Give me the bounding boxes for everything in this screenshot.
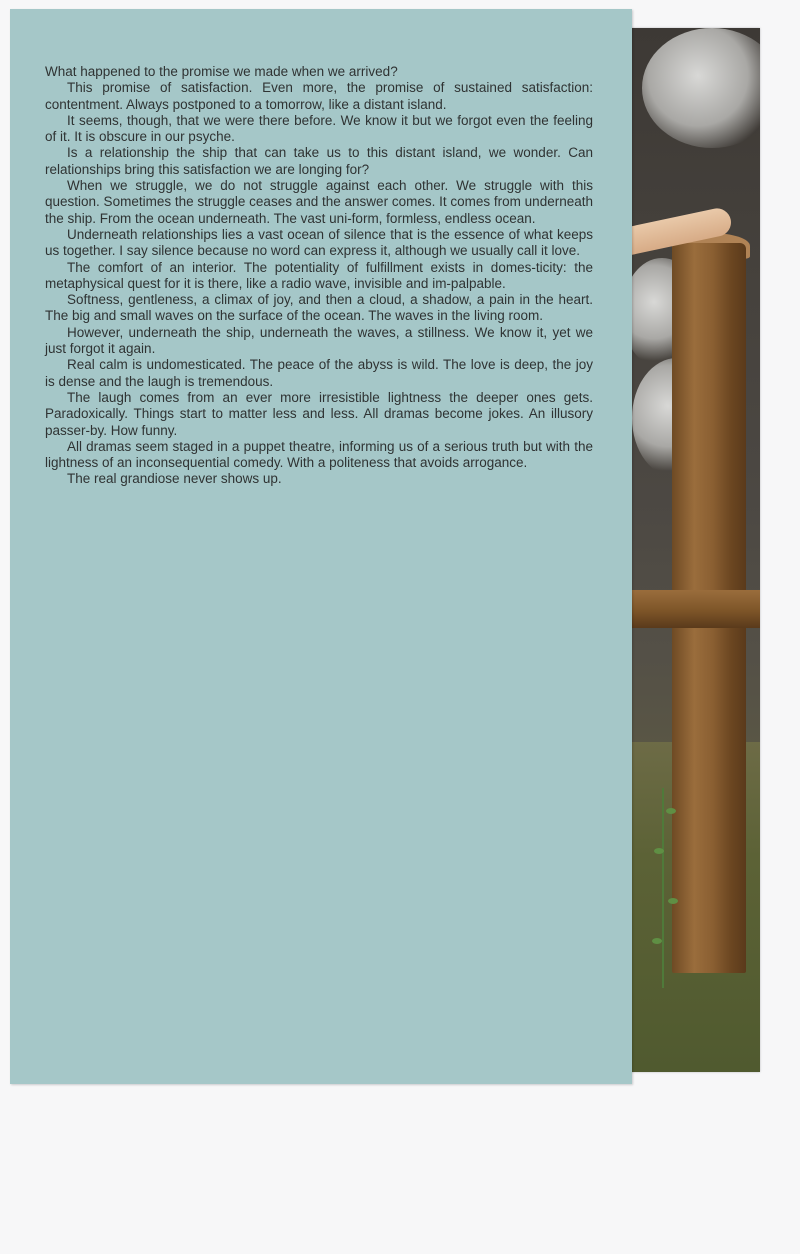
paragraph: However, underneath the ship, underneath the waves, a stillness. We know it, yet we just forgot it again. bbox=[45, 324, 593, 357]
wooden-rail bbox=[622, 590, 760, 628]
text-sheet bbox=[10, 9, 632, 1084]
cloud bbox=[642, 28, 760, 148]
paragraph: Is a relationship the ship that can take us to this distant island, we wonder. Can relationships bring this satisfaction we are longing for? bbox=[45, 145, 593, 177]
paragraph: This promise of satisfaction. Even more, the promise of sustained satisfaction: contentment. Always postponed to a tomorrow, like a distant island. bbox=[45, 80, 593, 112]
leaf bbox=[666, 808, 676, 814]
paragraph: It seems, though, that we were there before. We know it but we forgot even the feeling of it. It is obscure in our psyche. bbox=[45, 112, 593, 145]
paragraph: All dramas seem staged in a puppet theatre, informing us of a serious truth but with the lightness of an inconsequential comedy. With a politeness that avoids arrogance. bbox=[45, 438, 593, 471]
leaf bbox=[668, 898, 678, 904]
leaf bbox=[652, 938, 662, 944]
plant bbox=[662, 788, 694, 988]
paragraph: Underneath relationships lies a vast ocean of silence that is the essence of what keeps us together. I say silence because no word can express it, although we usually call it love. bbox=[45, 226, 593, 259]
paragraph: Softness, gentleness, a climax of joy, and then a cloud, a shadow, a pain in the heart. The big and small waves on the surface of the ocean. The waves in the living room. bbox=[45, 292, 593, 324]
leaf bbox=[654, 848, 664, 854]
paragraph: Real calm is undomesticated. The peace of the abyss is wild. The love is deep, the joy is dense and the laugh is tremendous. bbox=[45, 357, 593, 389]
painting-insert bbox=[622, 28, 760, 1072]
paragraph: What happened to the promise we made when we arrived? bbox=[45, 64, 398, 79]
paragraph: The real grandiose never shows up. bbox=[67, 471, 282, 487]
paragraph: The comfort of an interior. The potentiality of fulfillment exists in domes-ticity: the metaphysical quest for it is there, like a radio wave, invisible and im-palpable. bbox=[45, 259, 593, 291]
paragraph: The laugh comes from an ever more irresistible lightness the deeper ones gets. Paradoxically. Things start to matter less and less. All dramas become jokes. An illusory passer-by. How funny. bbox=[45, 389, 593, 438]
body-text bbox=[45, 64, 593, 488]
paragraph: When we struggle, we do not struggle against each other. We struggle with this question. Sometimes the struggle ceases and the answer comes. It comes from underneath the ship. From the ocean underneath. The vast uni-form, formless, endless ocean. bbox=[45, 178, 593, 226]
